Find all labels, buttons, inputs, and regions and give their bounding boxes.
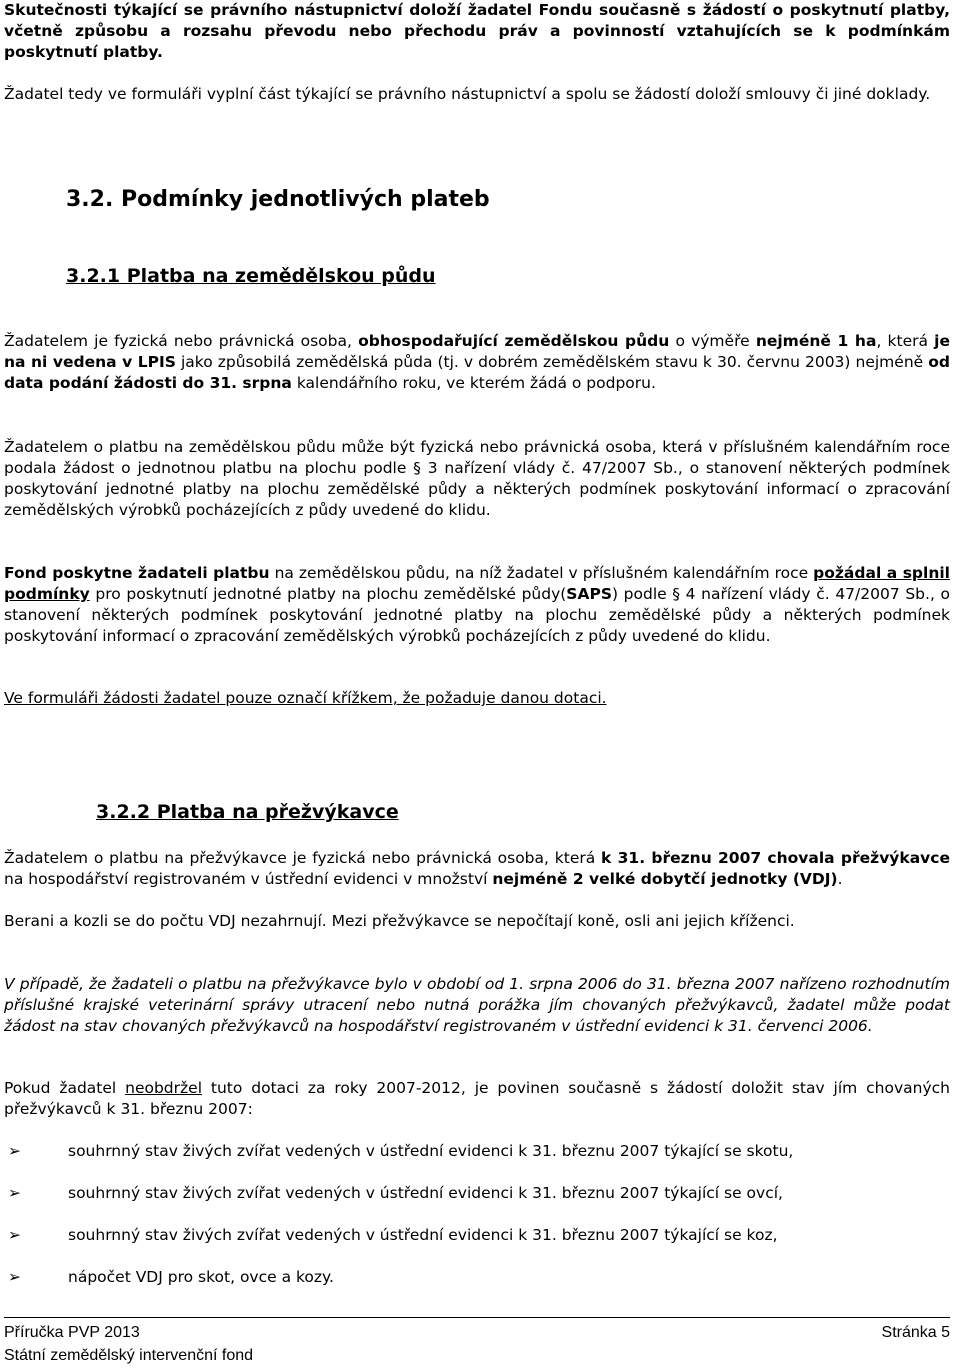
ruminants-paragraph-culling [4,974,950,1037]
text: , která [876,332,935,350]
text: Pokud žadatel [4,1079,126,1097]
ruminants-paragraph-documents [4,1078,950,1120]
bold-text: nejméně 1 ha [755,332,877,350]
bold-text: SAPS [566,585,612,603]
subsection-heading-land: 3.2.1 Platba na zemědělskou půdu [66,265,436,287]
land-paragraph-fund [4,563,950,647]
text: tuto dotaci za roky 2007-2012, je povinen současně s žádostí doložit stav jím chovaných přežvýkavců k 31. březnu 2007: [4,1079,950,1118]
intro-text: Skutečnosti týkající se právního nástupnictví doloží žadatel Fondu současně s žádostí o poskytnutí platby, včetně způsobu a rozsahu převodu nebo přechodu práv a povinností vztahujících se k podmínkám poskytnutí platby. [4,1,950,61]
text: kalendářního roku, ve kterém žádá o podporu. [291,374,656,392]
list-item-text: souhrnný stav živých zvířat vedených v ústřední evidenci k 31. březnu 2007 týkající se koz, [68,1226,778,1244]
intro-paragraph-form [4,84,950,105]
ruminants-paragraph-exclusions [4,911,950,932]
text: jako způsobilá zemědělská půda (tj. v dobrém zemědělském stavu k 30. červnu 2003) nejméně [175,353,929,371]
text: . [837,870,843,888]
list-item-text: souhrnný stav živých zvířat vedených v ústřední evidenci k 31. březnu 2007 týkající se ovcí, [68,1184,783,1202]
bold-underlined-text: požádal a splnil podmínky [4,564,950,603]
arrow-bullet-icon: ➢ [8,1226,21,1244]
bold-text: od data podání žádosti do 31. srpna [4,353,950,392]
bold-text: nejméně 2 velké dobytčí jednotky (VDJ) [492,870,838,888]
text: Žadatelem o platbu na přežvýkavce je fyzická nebo právnická osoba, která [4,849,602,867]
text: pro poskytnutí jednotné platby na plochu zemědělské půdy( [89,585,567,603]
bold-text: obhospodařující zemědělskou půdu [358,332,670,350]
arrow-bullet-icon: ➢ [8,1268,21,1286]
arrow-bullet-icon: ➢ [8,1184,21,1202]
text: Ve formuláři žádosti žadatel pouze označí křížkem, že požaduje danou dotaci. [4,689,607,707]
section-heading: 3.2. Podmínky jednotlivých plateb [66,187,490,212]
text: o výměře [669,332,756,350]
arrow-bullet-icon: ➢ [8,1142,21,1160]
land-paragraph-applicant [4,331,950,394]
text: V případě, že žadateli o platbu na přežvýkavce bylo v období od 1. srpna 2006 do 31. března 2007 nařízeno rozhodnutím příslušné krajské veterinární správy utracení nebo nutná porážka jím chovaných přežvýkavců, žadatel může podat žádost na stav chovaných přežvýkavců na hospodářství registrovaném v ústřední evidenci k 31. červenci 2006. [4,975,950,1035]
underlined-text: neobdržel [125,1079,202,1097]
bold-text: Fond poskytne žadateli platbu [4,564,270,582]
footer-page-number: Stránka 5 [881,1324,950,1341]
list-item-text: souhrnný stav živých zvířat vedených v ústřední evidenci k 31. březnu 2007 týkající se skotu, [68,1142,794,1160]
list-item-text: nápočet VDJ pro skot, ovce a kozy. [68,1268,334,1286]
text: na hospodářství registrovaném v ústřední evidenci v množství [4,870,493,888]
text: Žadatelem je fyzická nebo právnická osoba, [4,332,359,350]
land-paragraph-form-note [4,688,950,709]
text: Žadatelem o platbu na zemědělskou půdu může být fyzická nebo právnická osoba, která v příslušném kalendářním roce podala žádost o jednotnou platbu na plochu podle § 3 nařízení vlády č. 47/2007 Sb., o stanovení některých podmínek poskytování jednotné platby na plochu zemědělské půdy a některých podmínek poskytování informací o zpracování zemědělských výrobků pocházejících z půdy uvedené do klidu. [4,438,950,519]
footer-divider [4,1317,950,1318]
footer-organization: Státní zemědělský intervenční fond [4,1347,254,1364]
text: ) podle § 4 nařízení vlády č. 47/2007 Sb., o stanovení některých podmínek poskytování jednotné platby na plochu zemědělské půdy a některých podmínek poskytování informací o zpracování zemědělských výrobků pocházejících z půdy uvedené do klidu. [4,585,950,645]
land-paragraph-eligibility [4,437,950,521]
intro-form-text: Žadatel tedy ve formuláři vyplní část týkající se právního nástupnictví a spolu se žádostí doloží smlouvy či jiné doklady. [4,85,931,103]
subsection-heading-ruminants: 3.2.2 Platba na přežvýkavce [96,801,399,823]
footer-manual-title: Příručka PVP 2013 [4,1324,140,1341]
text: na zemědělskou půdu, na níž žadatel v příslušném kalendářním roce [269,564,814,582]
ruminants-paragraph-applicant [4,848,950,890]
bold-text: je na ni vedena v LPIS [4,332,950,371]
text: Berani a kozli se do počtu VDJ nezahrnují. Mezi přežvýkavce se nepočítají koně, osli ani jejich kříženci. [4,912,795,930]
bold-text: k 31. březnu 2007 chovala přežvýkavce [601,849,950,867]
intro-paragraph-succession [4,0,950,63]
